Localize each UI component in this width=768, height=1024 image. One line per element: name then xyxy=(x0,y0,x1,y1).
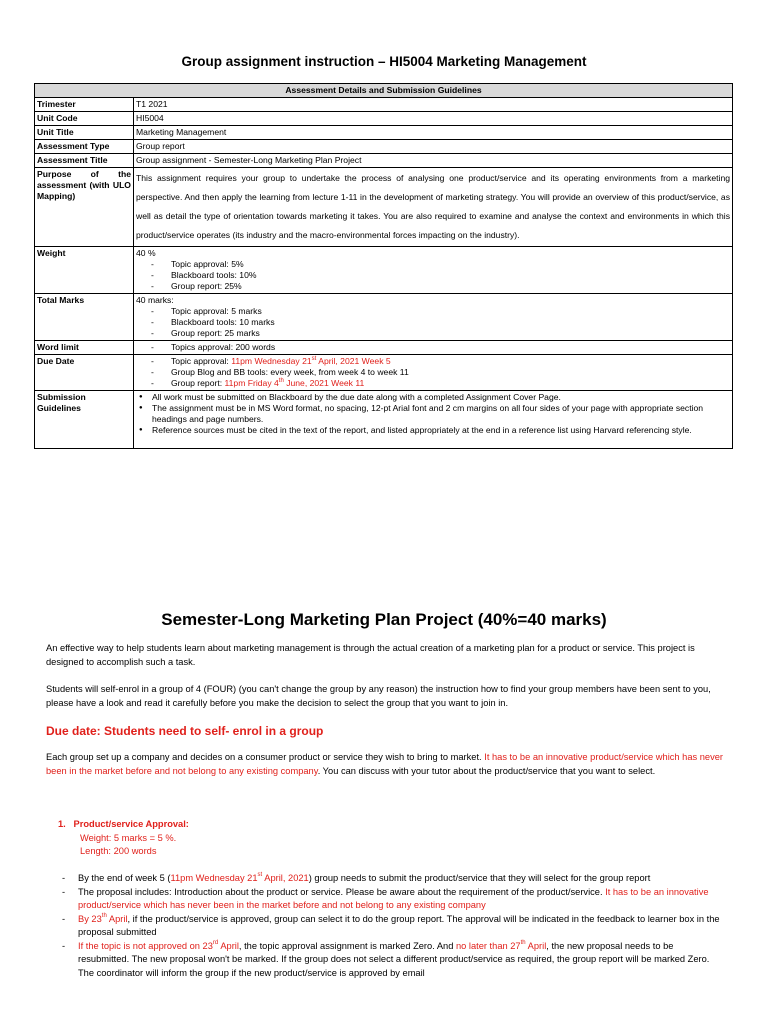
purpose-text: This assignment requires your group to undertake the process of analysing one product/service and its operating environments from a marketing perspective. And then apply the learning from lecture 1-11 in the development of marketing strategy. You will provide an overview of this product/service, as well as detail the type of orientation towards marketing it takes. You are also required to examine and analyse the context and environments in which this product/service operates (its industry and the macro-environmental forces impacting on the industry). xyxy=(134,168,733,247)
paragraph-text: , the topic approval assignment is marked Zero. And xyxy=(238,940,456,951)
table-row xyxy=(35,247,733,294)
list-item: ● All work must be submitted on Blackboard by the due date along with a completed Assignment Cover Page. xyxy=(138,392,730,403)
row-label: Trimester xyxy=(35,98,134,112)
due-date-text: April, 2021 Week 5 xyxy=(316,356,391,366)
row-value xyxy=(134,391,733,449)
paragraph-text: , if the product/service is approved, group can select it to do the group report. The approval will be indicated in the feedback to learner box in the proposal submitted xyxy=(78,913,720,937)
due-label: Group report: xyxy=(171,378,225,388)
highlighted-text: April, 2021 xyxy=(262,873,309,883)
table-row xyxy=(35,391,733,449)
section-title: Semester-Long Marketing Plan Project (40%=40 marks) xyxy=(161,610,607,629)
approval-details-list xyxy=(62,872,723,980)
row-label: Assessment Type xyxy=(35,140,134,154)
table-row xyxy=(35,126,733,140)
highlighted-text: It has to be an innovative product/service which has never been in the market before and not belong to any existing company xyxy=(46,752,723,776)
table-header: Assessment Details and Submission Guidelines xyxy=(35,84,733,98)
weight-value: 40 % xyxy=(136,248,156,258)
row-label: Submission Guidelines xyxy=(35,391,134,449)
paragraph-text: . You can discuss with your tutor about the product/service that you want to select. xyxy=(317,765,656,776)
total-marks-value: 40 marks: xyxy=(136,295,174,305)
highlighted-text: April xyxy=(106,913,128,924)
enrol-paragraph: Students will self-enrol in a group of 4 (FOUR) (you can't change the group by any reason) the instruction how to find your group members have been sent to you, please have a look and read it carefully before you make the decision to select the group that you want to join in. xyxy=(46,684,711,708)
row-label: Word limit xyxy=(35,341,134,355)
list-item: - Topic approval: 5% xyxy=(151,259,730,270)
list-item: ● The assignment must be in MS Word format, no spacing, 12-pt Arial font and 2 cm margins on all four sides of your page with appropriate section headings and page numbers. xyxy=(138,403,730,425)
list-item: - Topics approval: 200 words xyxy=(151,342,730,353)
approval-title: Product/service Approval: xyxy=(73,819,189,829)
list-item xyxy=(62,886,723,913)
list-item xyxy=(62,913,723,940)
paragraph-text: The proposal includes: Introduction about the product or service. Please be aware about the requirement of the product/service. xyxy=(78,886,606,897)
highlighted-text: April xyxy=(218,940,239,951)
row-value: Group assignment - Semester-Long Marketing Plan Project xyxy=(134,154,733,168)
highlighted-text: It has to be an innovative product/service which has never been in the market before and not belong to any existing company xyxy=(78,886,709,910)
list-item: - Blackboard tools: 10 marks xyxy=(151,317,730,328)
table-header-row xyxy=(35,84,733,98)
list-item: - Blackboard tools: 10% xyxy=(151,270,730,281)
table-row xyxy=(35,154,733,168)
highlighted-text: By 23 xyxy=(78,913,102,924)
table-row xyxy=(35,355,733,391)
table-row xyxy=(35,112,733,126)
paragraph-text: By the end of week 5 ( xyxy=(78,873,171,883)
table-row xyxy=(35,341,733,355)
paragraph-text: ) group needs to submit the product/service that they will select for the group report xyxy=(308,873,651,883)
table-row xyxy=(35,168,733,247)
list-item: ● Reference sources must be cited in the text of the report, and listed appropriately at the end in a reference list using Harvard referencing style. xyxy=(138,425,730,436)
paragraph-text: , the new proposal needs to be resubmitted. The new proposal won't be marked. If the group does not select a different product/service as required, the group report will be marked Zero. The coordinator will inform the group if the new product/service is approved by email xyxy=(78,940,710,978)
table-row xyxy=(35,140,733,154)
list-number: 1. xyxy=(58,819,66,829)
assessment-details-table xyxy=(34,83,733,449)
row-value: Marketing Management xyxy=(134,126,733,140)
row-label: Total Marks xyxy=(35,294,134,341)
highlighted-text: April xyxy=(525,940,547,951)
document-title: Group assignment instruction – HI5004 Marketing Management xyxy=(181,54,587,69)
ordinal-suffix: th xyxy=(278,378,284,384)
submission-list xyxy=(136,392,730,436)
row-value xyxy=(134,294,733,341)
row-label: Unit Title xyxy=(35,126,134,140)
ordinal-suffix: rd xyxy=(212,939,219,946)
highlighted-text: no later than 27 xyxy=(455,940,521,951)
table-row xyxy=(35,294,733,341)
due-date-text: June, 2021 Week 11 xyxy=(283,378,365,388)
ordinal-suffix: th xyxy=(101,912,107,919)
approval-weight: Weight: 5 marks = 5 %. xyxy=(80,832,177,843)
list-item: - Topic approval: 5 marks xyxy=(151,306,730,317)
due-date-text: 11pm Wednesday 21 xyxy=(231,356,312,366)
table-row xyxy=(35,98,733,112)
marks-list xyxy=(136,306,730,339)
weight-list xyxy=(136,259,730,292)
list-item xyxy=(62,940,723,981)
list-item xyxy=(151,378,730,389)
due-date-list xyxy=(136,356,730,389)
row-label: Weight xyxy=(35,247,134,294)
row-value xyxy=(134,341,733,355)
row-label: Unit Code xyxy=(35,112,134,126)
highlighted-text: If the topic is not approved on 23 xyxy=(78,940,213,951)
row-value: Group report xyxy=(134,140,733,154)
list-item: - Group report: 25% xyxy=(151,281,730,292)
due-label: Topic approval: xyxy=(171,356,232,366)
row-value: T1 2021 xyxy=(134,98,733,112)
list-item xyxy=(151,356,730,367)
due-date-text: 11pm Friday 4 xyxy=(224,378,279,388)
row-label: Assessment Title xyxy=(35,154,134,168)
list-item xyxy=(62,872,723,886)
approval-heading xyxy=(58,818,189,832)
row-value xyxy=(134,247,733,294)
highlighted-text: 11pm Wednesday 21 xyxy=(170,873,258,883)
list-item: - Group Blog and BB tools: every week, from week 4 to week 11 xyxy=(151,367,730,378)
ordinal-suffix: st xyxy=(257,872,263,878)
list-item: - Group report: 25 marks xyxy=(151,328,730,339)
row-value xyxy=(134,355,733,391)
intro-paragraph: An effective way to help students learn about marketing management is through the actual creation of a marketing plan for a product or service. This project is designed to accomplish such a task. xyxy=(46,643,695,667)
approval-length: Length: 200 words xyxy=(80,846,157,856)
ordinal-suffix: th xyxy=(520,939,526,946)
row-label: Purpose of the assessment (with ULO Mapping) xyxy=(35,168,134,247)
due-date-heading: Due date: Students need to self- enrol in a group xyxy=(46,724,324,738)
ordinal-suffix: st xyxy=(311,356,317,362)
word-limit-list xyxy=(136,342,730,353)
paragraph-text: Each group set up a company and decides on a consumer product or service they wish to bring to market. xyxy=(46,752,485,762)
row-value: HI5004 xyxy=(134,112,733,126)
approval-section xyxy=(58,818,189,859)
company-paragraph xyxy=(46,751,723,778)
row-label: Due Date xyxy=(35,355,134,391)
